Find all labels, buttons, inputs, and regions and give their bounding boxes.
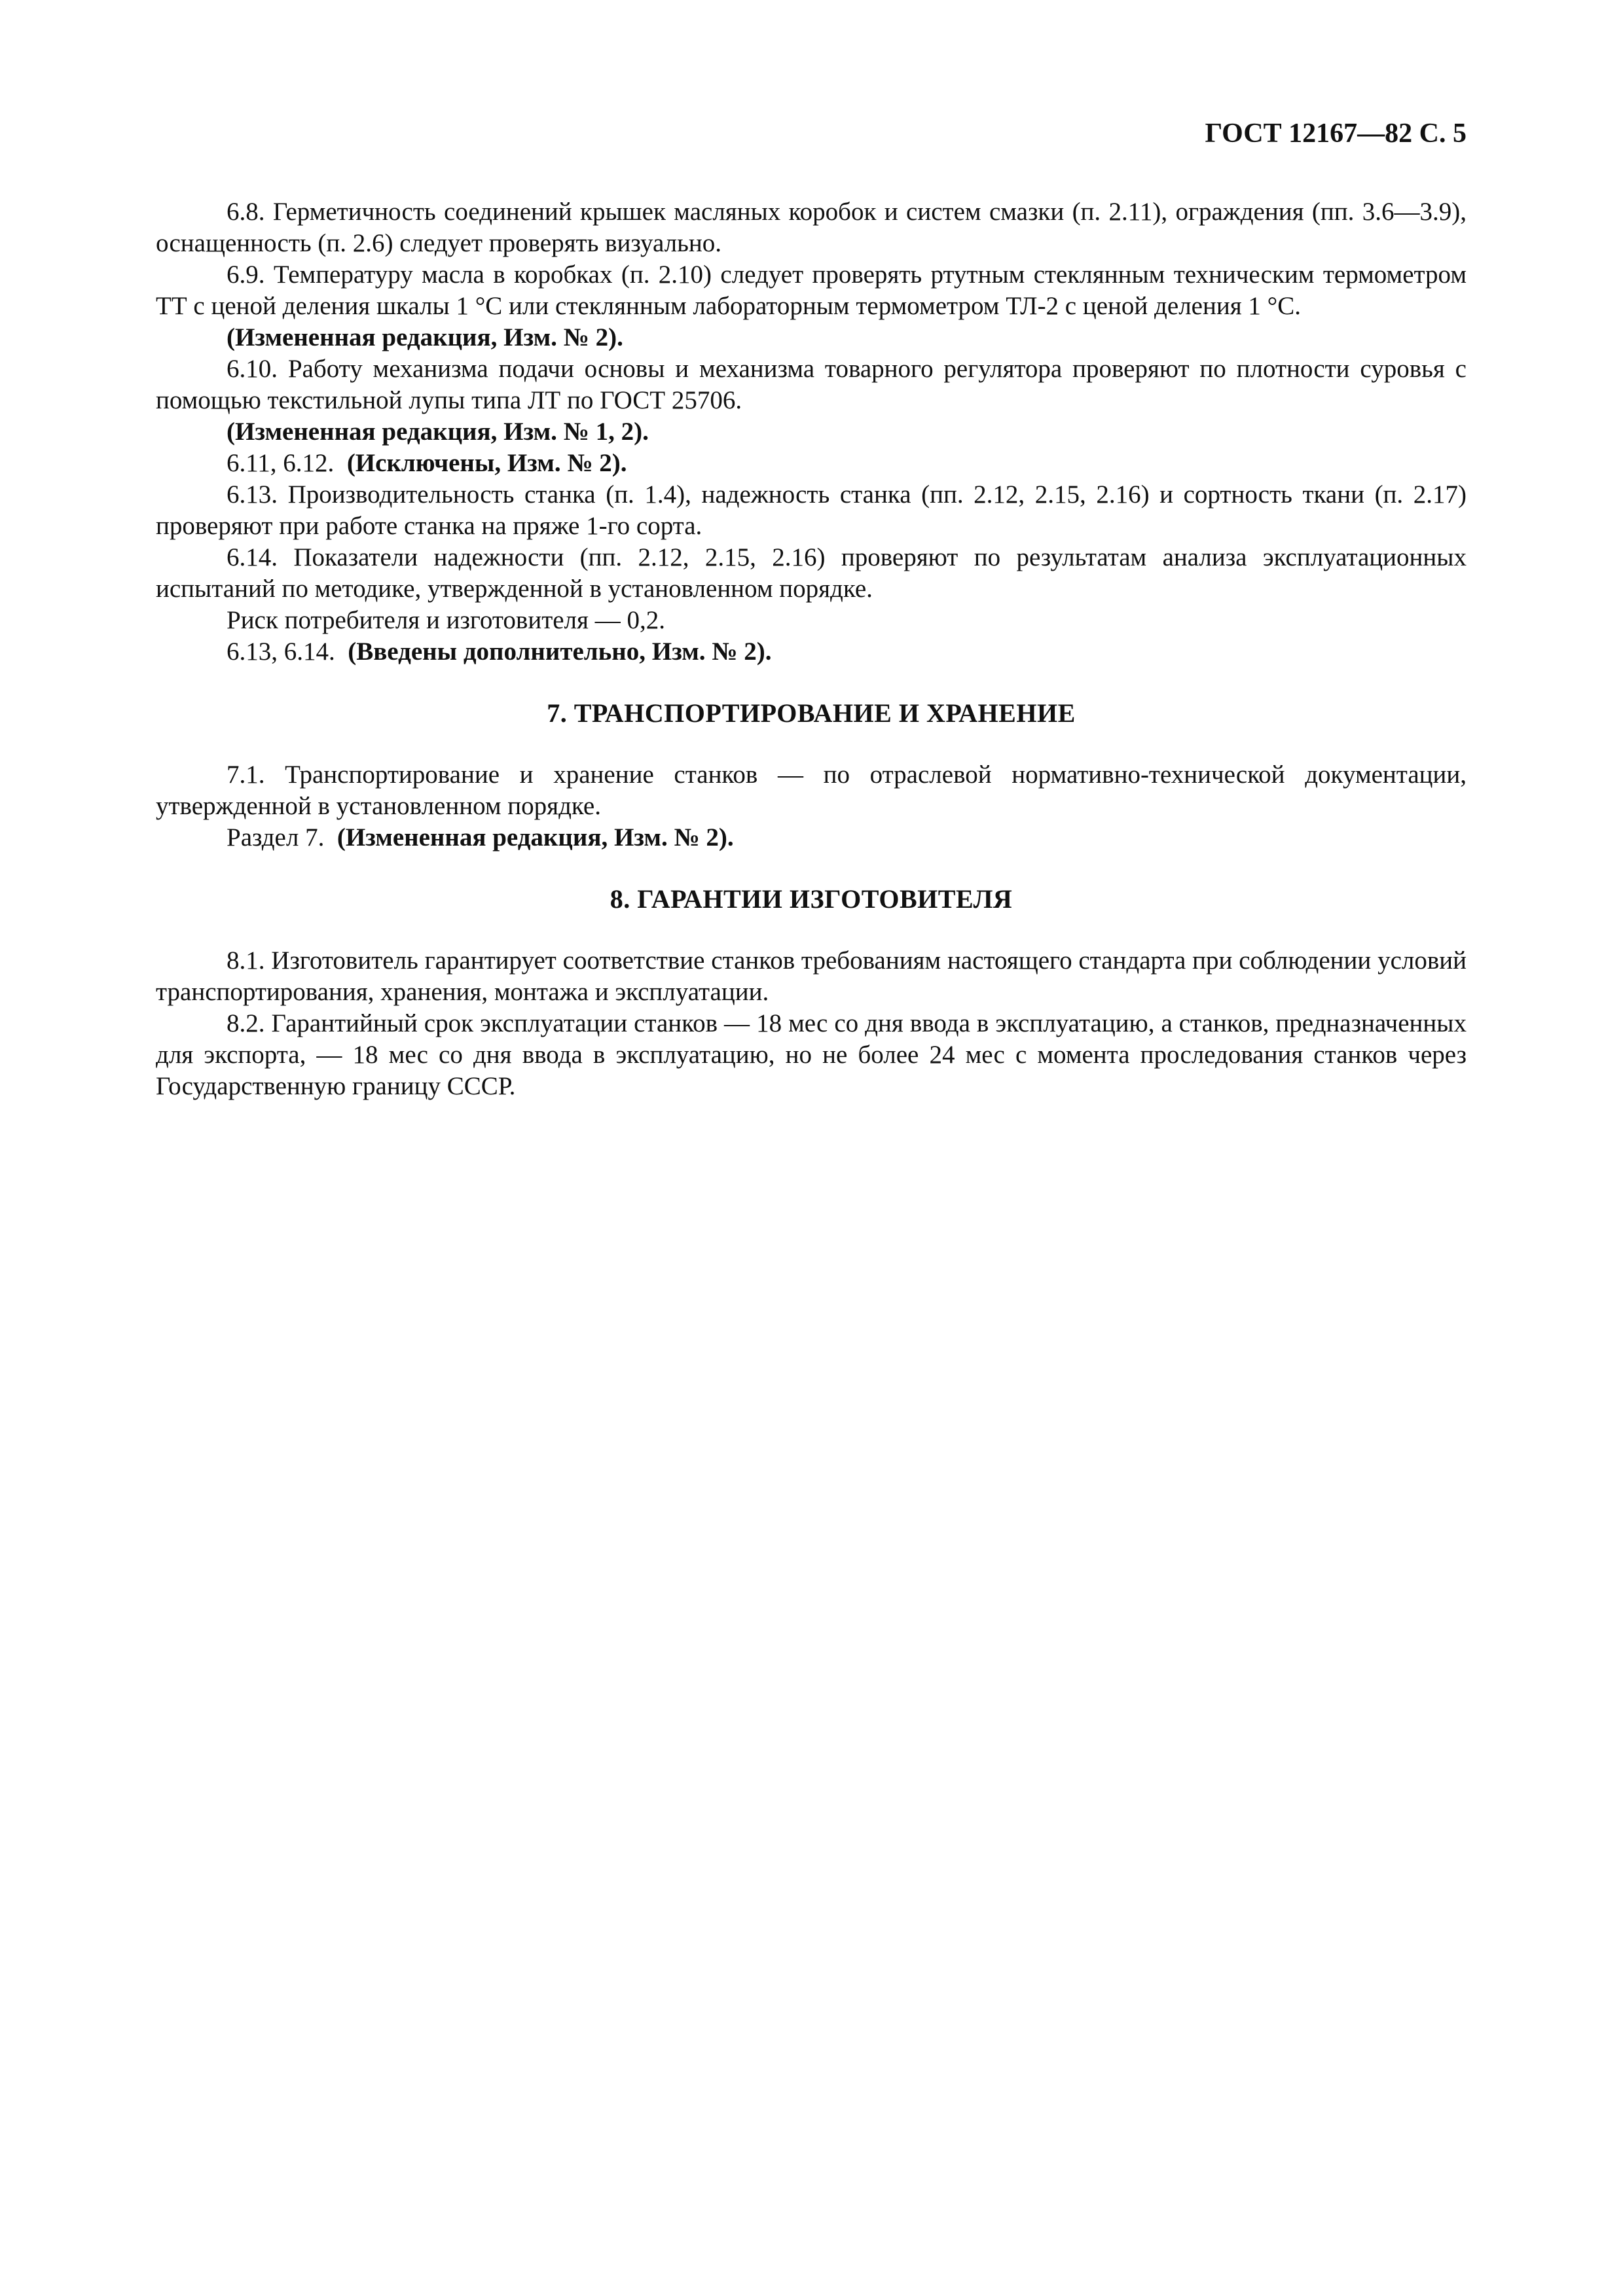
section-7-note (156, 822, 1467, 853)
section-7-note-status: (Измененная редакция, Изм. № 2). (337, 823, 734, 852)
section-7-title: 7. ТРАНСПОРТИРОВАНИЕ И ХРАНЕНИЕ (547, 698, 1076, 728)
section-7-note-prefix: Раздел 7. (227, 823, 325, 852)
document-page (156, 118, 1467, 1102)
paragraph-6-14: 6.14. Показатели надежности (пп. 2.12, 2.15, 2.16) проверяют по результатам анализа эксплуатационных испытаний по методике, утвержденной в установленном порядке. (156, 543, 1467, 603)
amendment-note-6-9-text: (Измененная редакция, Изм. № 2). (227, 323, 623, 351)
paragraph-6-14-risk: Риск потребителя и изготовителя — 0,2. (227, 606, 665, 634)
amendment-note-6-10 (156, 416, 1467, 448)
amendment-note-6-9 (156, 322, 1467, 353)
paragraph-6-11-status: (Исключены, Изм. № 2). (346, 449, 627, 477)
paragraph-7-1: 7.1. Транспортирование и хранение станков — по отраслевой нормативно-технической документации, утвержденной в установленном порядке. (156, 761, 1467, 820)
paragraph-8-1: 8.1. Изготовитель гарантирует соответствие станков требованиям настоящего стандарта при соблюдении условий транспортирования, хранения, монтажа и эксплуатации. (156, 946, 1467, 1006)
amendment-note-6-10-text: (Измененная редакция, Изм. № 1, 2). (227, 418, 649, 446)
paragraph-6-13-6-14-status: (Введены дополнительно, Изм. № 2). (348, 637, 772, 666)
paragraph-6-10: 6.10. Работу механизма подачи основы и механизма товарного регулятора проверяют по плотности суровья с помощью текстильной лупы типа ЛТ по ГОСТ 25706. (156, 355, 1467, 414)
paragraph-6-13: 6.13. Производительность станка (п. 1.4), надежность станка (пп. 2.12, 2.15, 2.16) и сортность ткани (п. 2.17) проверяют при работе станка на пряже 1-го сорта. (156, 480, 1467, 540)
paragraph-6-9: 6.9. Температуру масла в коробках (п. 2.10) следует проверять ртутным стеклянным техническим термометром ТТ с ценой деления шкалы 1 °С или стеклянным лабораторным термометром ТЛ-2 с ценой деления 1 °С. (156, 260, 1467, 320)
paragraph-8-2: 8.2. Гарантийный срок эксплуатации станков — 18 мес со дня ввода в эксплуатацию, а станков, предназначенных для экспорта, — 18 мес со дня ввода в эксплуатацию, но не более 24 мес с момента проследования станков через Государственную границу СССР. (156, 1009, 1467, 1100)
page-header: ГОСТ 12167—82 С. 5 (1205, 118, 1467, 149)
paragraph-6-8: 6.8. Герметичность соединений крышек масляных коробок и систем смазки (п. 2.11), ограждения (пп. 3.6—3.9), оснащенность (п. 2.6) следует проверять визуально. (156, 198, 1467, 257)
paragraph-6-11-number: 6.11, 6.12. (227, 449, 335, 477)
paragraph-6-11-6-12 (156, 448, 1467, 479)
section-8-title: 8. ГАРАНТИИ ИЗГОТОВИТЕЛЯ (610, 884, 1013, 914)
paragraph-6-13-6-14-note (156, 636, 1467, 668)
paragraph-6-13-6-14-number: 6.13, 6.14. (227, 637, 335, 666)
